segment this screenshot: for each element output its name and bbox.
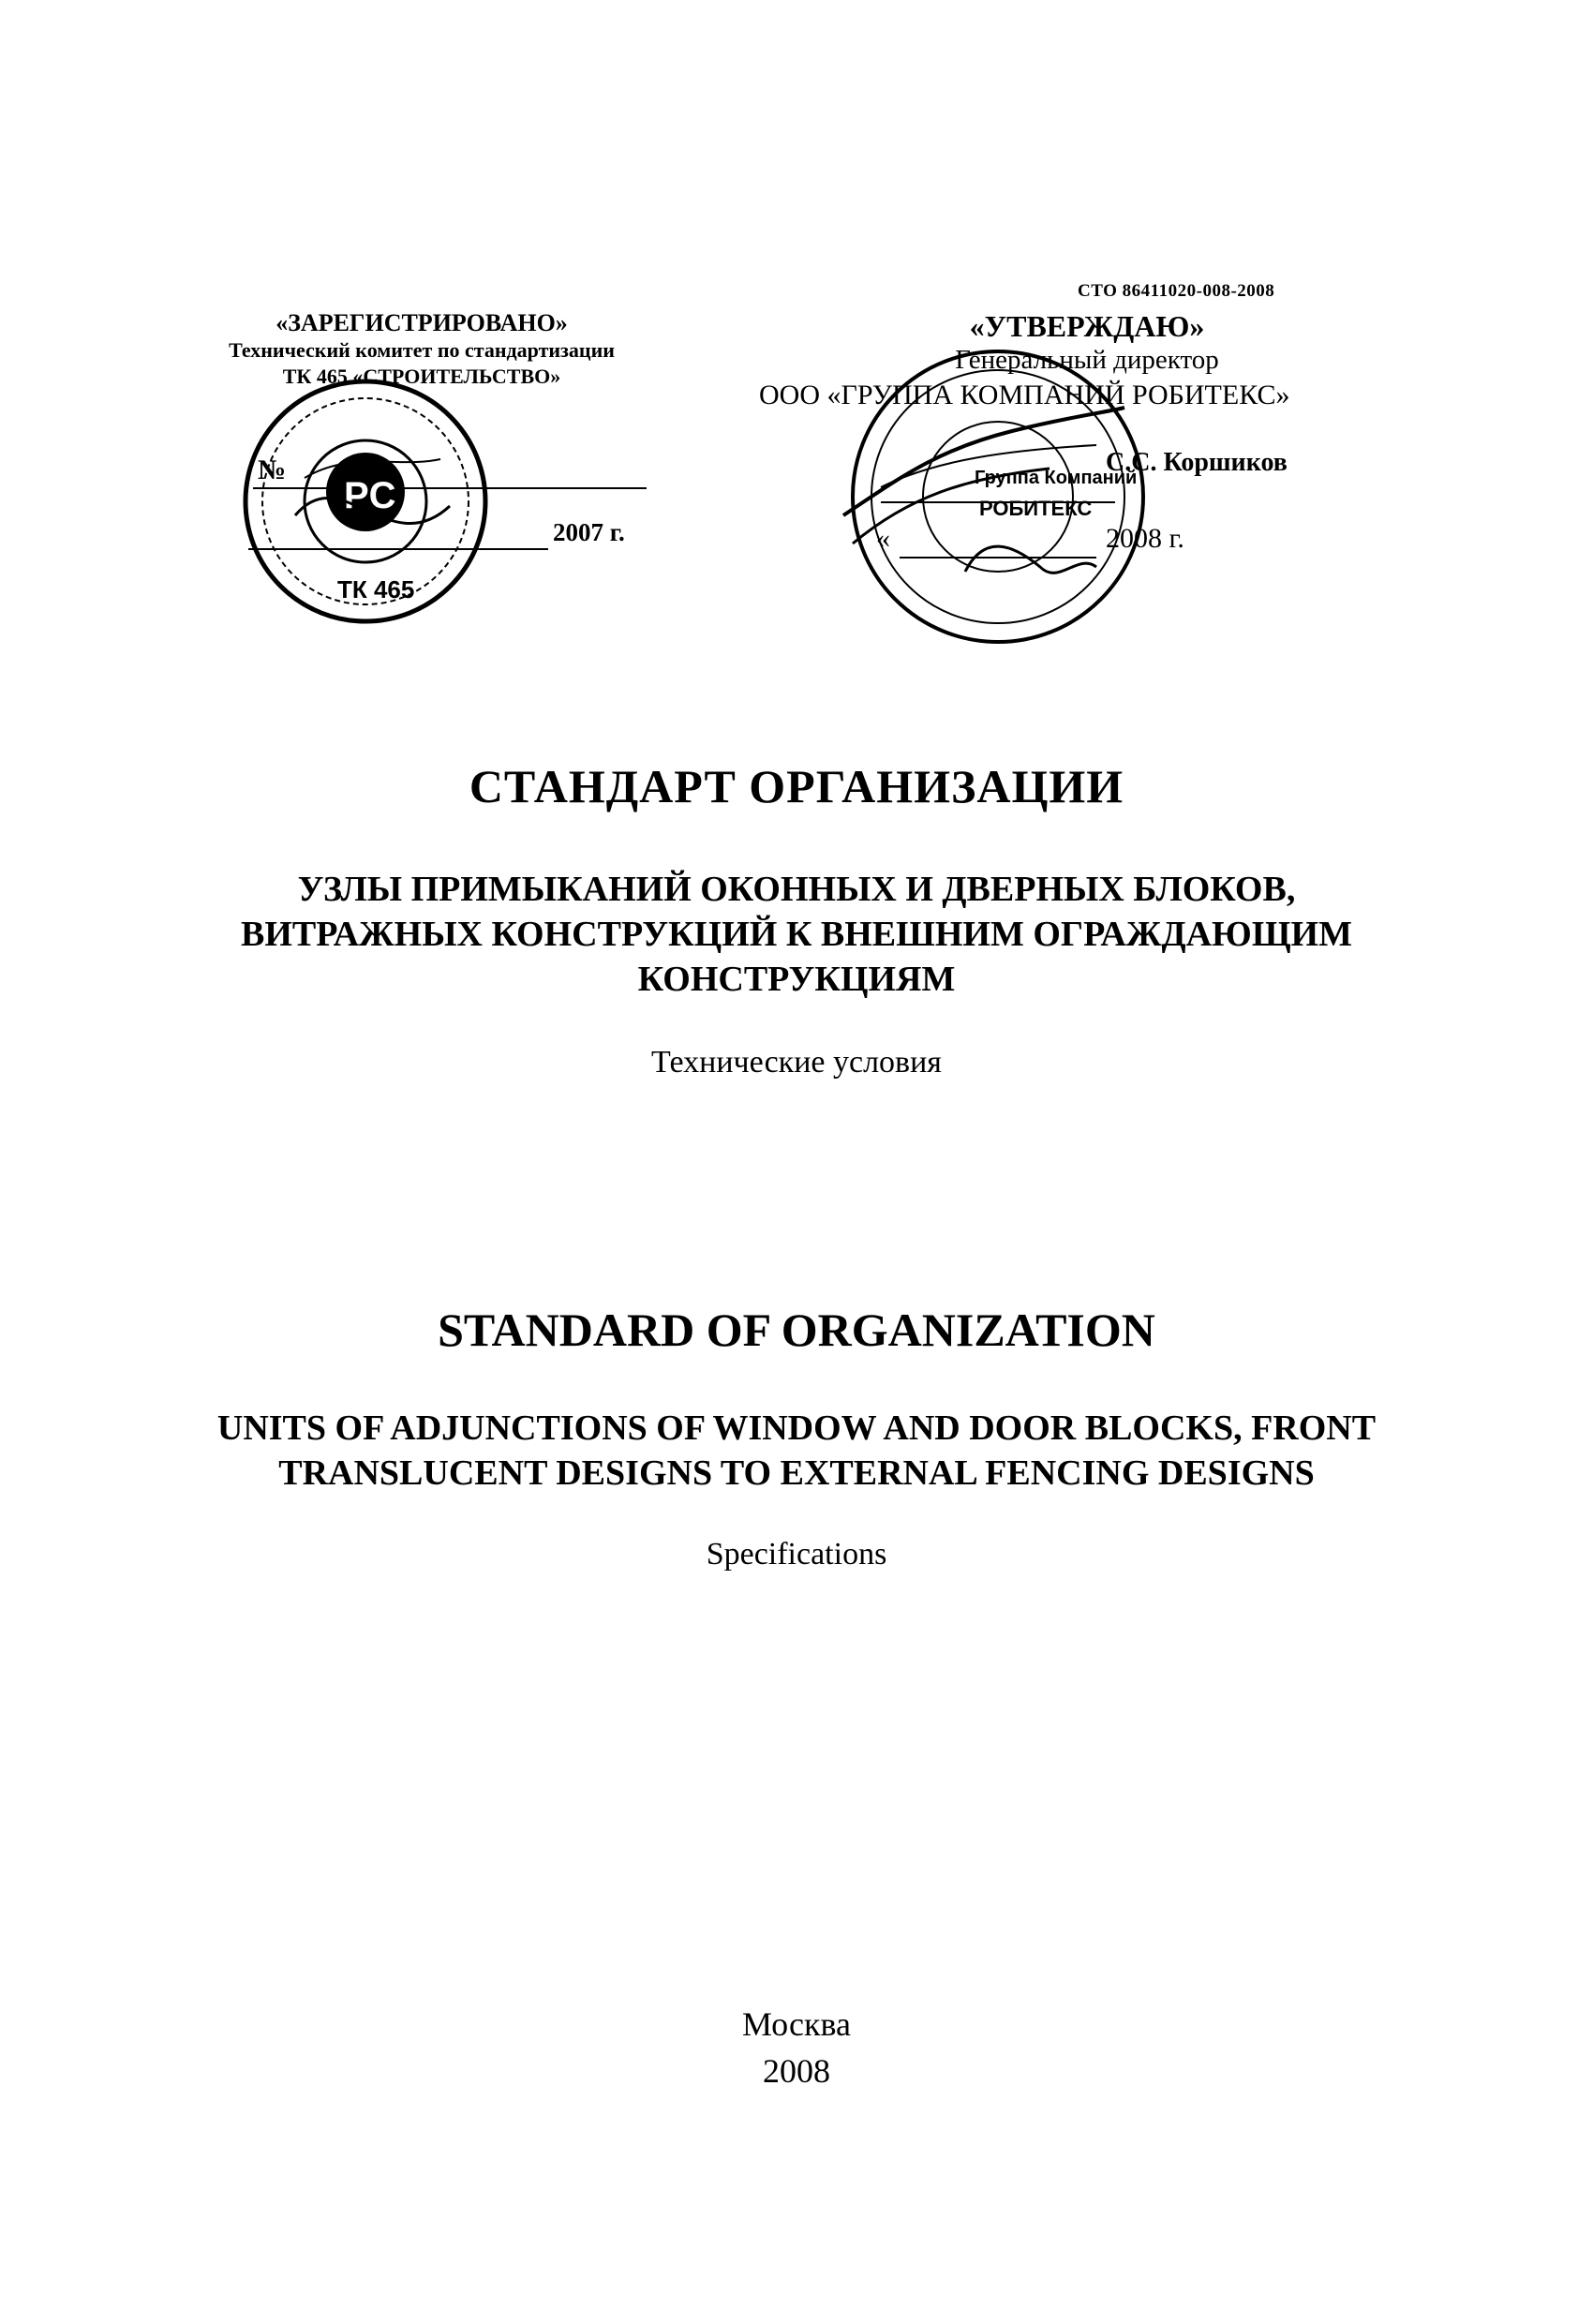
registration-number-label: № xyxy=(258,454,287,485)
registration-heading: «ЗАРЕГИСТРИРОВАНО» xyxy=(275,309,568,336)
approval-stamp-text-1: Группа Компаний xyxy=(975,468,1138,488)
subtitle-english-line: UNITS OF ADJUNCTIONS OF WINDOW AND DOOR BLOCKS, FRONT xyxy=(216,1408,1377,1448)
subtitle-english-line: TRANSLUCENT DESIGNS TO EXTERNAL FENCING DESIGNS xyxy=(278,1453,1315,1493)
registration-tk: ТК 465 «СТРОИТЕЛЬСТВО» xyxy=(282,365,561,388)
signature-icon xyxy=(843,408,1124,573)
specifications-russian: Технические условия xyxy=(651,1045,942,1080)
approval-stamp-text-2: РОБИТЕКС xyxy=(979,497,1093,520)
approval-organization: ООО «ГРУППА КОМПАНИЙ РОБИТЕКС» xyxy=(759,380,1290,410)
registration-stamp xyxy=(239,375,492,628)
subtitle-russian-line: УЗЛЫ ПРИМЫКАНИЙ ОКОННЫХ И ДВЕРНЫХ БЛОКОВ, xyxy=(297,870,1296,909)
document-code: СТО 86411020-008-2008 xyxy=(1078,281,1275,301)
publication-year: 2008 xyxy=(763,2052,830,2090)
registration-committee: Технический комитет по стандартизации xyxy=(229,338,615,362)
approval-year: 2008 г. xyxy=(1106,523,1184,554)
svg-text:PC: PC xyxy=(344,475,396,516)
city: Москва xyxy=(742,2005,851,2043)
registration-stamp-text: ТК 465 xyxy=(337,575,415,603)
publication-place xyxy=(0,2001,1593,2094)
approval-heading: «УТВЕРЖДАЮ» xyxy=(969,309,1205,343)
approval-stamp xyxy=(825,319,1331,656)
approval-name: С.С. Коршиков xyxy=(1106,448,1288,477)
title-english: STANDARD OF ORGANIZATION xyxy=(438,1304,1155,1356)
specifications-english: Specifications xyxy=(706,1537,887,1572)
approval-date-quote: « xyxy=(876,523,890,554)
subtitle-russian xyxy=(0,867,1593,1002)
approval-position: Генеральный директор xyxy=(955,345,1219,375)
subtitle-russian-line: КОНСТРУКЦИЯМ xyxy=(637,960,956,999)
subtitle-english xyxy=(0,1406,1593,1496)
registration-year: 2007 г. xyxy=(553,518,625,546)
title-russian: СТАНДАРТ ОРГАНИЗАЦИИ xyxy=(469,760,1124,812)
subtitle-russian-line: ВИТРАЖНЫХ КОНСТРУКЦИЙ К ВНЕШНИМ ОГРАЖДАЮЩИМ xyxy=(241,915,1352,954)
